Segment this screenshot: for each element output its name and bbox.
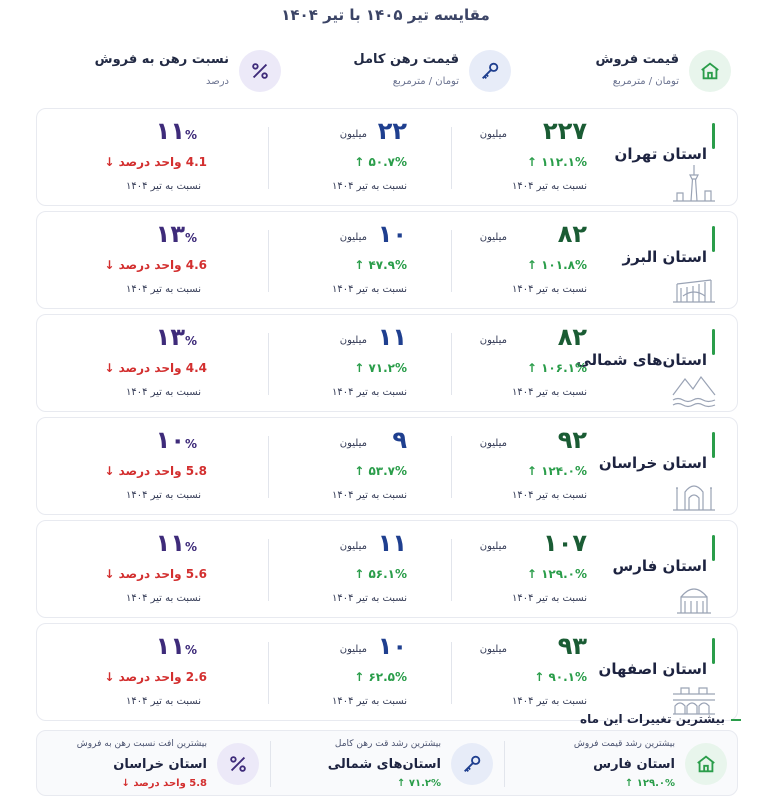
up-arrow-icon: ↑ bbox=[354, 670, 365, 684]
ratio-change: 5.8 واحد درصد ↓ bbox=[104, 464, 207, 478]
unit-label: میلیون bbox=[339, 438, 367, 449]
sale-cell bbox=[447, 624, 587, 720]
ratio-cell bbox=[77, 521, 217, 617]
reference-label: نسبت به تیر ۱۴۰۴ bbox=[511, 387, 587, 398]
province-row bbox=[36, 211, 738, 309]
summary-value: استان‌های شمالی bbox=[327, 757, 441, 772]
accent-bar bbox=[712, 226, 715, 252]
up-arrow-icon: ↑ bbox=[526, 361, 537, 375]
reference-label: نسبت به تیر ۱۴۰۴ bbox=[331, 284, 407, 295]
reference-label: نسبت به تیر ۱۴۰۴ bbox=[125, 696, 201, 707]
up-arrow-icon: ↑ bbox=[354, 155, 365, 169]
province-row bbox=[36, 417, 738, 515]
ratio-value: ۱۱% bbox=[155, 632, 197, 660]
summary-value: استان خراسان bbox=[113, 757, 207, 772]
rent-change: ۵۶.۱% ↑ bbox=[354, 567, 407, 581]
summary-change: 5.8 واحد درصد ↓ bbox=[121, 778, 207, 789]
column-label: نسبت رهن به فروش bbox=[94, 52, 229, 67]
rent-cell bbox=[267, 212, 407, 308]
rent-price: ۱۱ bbox=[377, 323, 407, 351]
column-header-rent bbox=[281, 48, 511, 96]
unit-label: میلیون bbox=[479, 335, 507, 346]
milad-tower-icon bbox=[669, 163, 719, 203]
page-title: مقایسه تیر ۱۴۰۵ با تیر ۱۴۰۴ bbox=[281, 6, 490, 24]
column-header-sale bbox=[501, 48, 731, 96]
reference-label: نسبت به تیر ۱۴۰۴ bbox=[511, 490, 587, 501]
sale-cell bbox=[447, 315, 587, 411]
sale-cell bbox=[447, 212, 587, 308]
ratio-value: ۱۰% bbox=[155, 426, 197, 454]
province-name: استان اصفهان bbox=[598, 660, 707, 678]
summary-box bbox=[36, 730, 738, 796]
rent-change: ۵۰.۷% ↑ bbox=[354, 155, 407, 169]
ratio-value: ۱۳% bbox=[155, 323, 197, 351]
sale-price: ۸۲ bbox=[557, 323, 587, 351]
down-arrow-icon: ↓ bbox=[104, 155, 115, 169]
province-row bbox=[36, 623, 738, 721]
up-arrow-icon: ↑ bbox=[354, 567, 365, 581]
up-arrow-icon: ↑ bbox=[624, 778, 634, 789]
ratio-value: ۱۳% bbox=[155, 220, 197, 248]
reference-label: نسبت به تیر ۱۴۰۴ bbox=[125, 284, 201, 295]
up-arrow-icon: ↑ bbox=[526, 464, 537, 478]
province-cell bbox=[576, 315, 737, 411]
down-arrow-icon: ↓ bbox=[104, 464, 115, 478]
reference-label: نسبت به تیر ۱۴۰۴ bbox=[331, 490, 407, 501]
reference-label: نسبت به تیر ۱۴۰۴ bbox=[125, 181, 201, 192]
summary-label: بیشترین رشد قت رهن کامل bbox=[334, 739, 441, 749]
rent-price: ۲۲ bbox=[377, 117, 407, 145]
province-row bbox=[36, 108, 738, 206]
up-arrow-icon: ↑ bbox=[526, 258, 537, 272]
rent-change: ۶۲.۵% ↑ bbox=[354, 670, 407, 684]
sale-change: ۱۲۹.۰% ↑ bbox=[526, 567, 587, 581]
province-name: استان خراسان bbox=[598, 454, 707, 472]
key-icon bbox=[451, 743, 493, 785]
rent-cell bbox=[267, 624, 407, 720]
column-label: قیمت رهن کامل bbox=[353, 52, 459, 67]
sale-price: ۲۲۷ bbox=[543, 117, 587, 145]
up-arrow-icon: ↑ bbox=[354, 361, 365, 375]
sale-cell bbox=[447, 521, 587, 617]
reference-label: نسبت به تیر ۱۴۰۴ bbox=[511, 284, 587, 295]
ratio-value: ۱۱% bbox=[155, 529, 197, 557]
shrine-icon bbox=[669, 472, 719, 512]
province-cell bbox=[587, 418, 737, 514]
accent-bar bbox=[712, 432, 715, 458]
ratio-change: 4.4 واحد درصد ↓ bbox=[104, 361, 207, 375]
mountain-sea-icon bbox=[669, 369, 719, 409]
unit-label: میلیون bbox=[339, 644, 367, 655]
reference-label: نسبت به تیر ۱۴۰۴ bbox=[331, 181, 407, 192]
rent-cell bbox=[267, 418, 407, 514]
column-unit: درصد bbox=[205, 76, 229, 87]
sale-price: ۸۲ bbox=[557, 220, 587, 248]
summary-item bbox=[39, 731, 269, 797]
reference-label: نسبت به تیر ۱۴۰۴ bbox=[125, 387, 201, 398]
ratio-cell bbox=[77, 418, 217, 514]
rent-price: ۱۰ bbox=[377, 632, 407, 660]
rent-price: ۱۱ bbox=[377, 529, 407, 557]
sale-price: ۹۲ bbox=[557, 426, 587, 454]
ratio-cell bbox=[77, 624, 217, 720]
column-unit: تومان / مترمربع bbox=[612, 76, 679, 87]
summary-change: ۱۲۹.۰% ↑ bbox=[624, 778, 675, 789]
sale-change: ۹۰.۱% ↑ bbox=[534, 670, 587, 684]
down-arrow-icon: ↓ bbox=[104, 567, 115, 581]
ratio-change: 4.1 واحد درصد ↓ bbox=[104, 155, 207, 169]
province-row bbox=[36, 520, 738, 618]
rent-cell bbox=[267, 315, 407, 411]
province-cell bbox=[587, 109, 737, 205]
province-name: استان تهران bbox=[614, 145, 707, 163]
province-name: استان‌های شمالی bbox=[576, 351, 707, 369]
sale-cell bbox=[447, 418, 587, 514]
bridge-icon bbox=[669, 266, 719, 306]
accent-bar bbox=[712, 123, 715, 149]
sale-price: ۹۳ bbox=[557, 632, 587, 660]
province-cell bbox=[587, 521, 737, 617]
sale-change: ۱۲۴.۰% ↑ bbox=[526, 464, 587, 478]
sale-change: ۱۰۶.۱% ↑ bbox=[526, 361, 587, 375]
rent-change: ۴۷.۹% ↑ bbox=[354, 258, 407, 272]
rent-price: ۱۰ bbox=[377, 220, 407, 248]
unit-label: میلیون bbox=[479, 541, 507, 552]
ratio-change: 4.6 واحد درصد ↓ bbox=[104, 258, 207, 272]
column-header-ratio bbox=[51, 48, 281, 96]
up-arrow-icon: ↑ bbox=[396, 778, 406, 789]
accent-bar bbox=[712, 638, 715, 664]
accent-bar bbox=[712, 329, 715, 355]
sale-change: ۱۰۱.۸% ↑ bbox=[526, 258, 587, 272]
up-arrow-icon: ↑ bbox=[526, 567, 537, 581]
down-arrow-icon: ↓ bbox=[104, 258, 115, 272]
reference-label: نسبت به تیر ۱۴۰۴ bbox=[125, 593, 201, 604]
ratio-change: 5.6 واحد درصد ↓ bbox=[104, 567, 207, 581]
reference-label: نسبت به تیر ۱۴۰۴ bbox=[331, 593, 407, 604]
summary-item bbox=[273, 731, 503, 797]
down-arrow-icon: ↓ bbox=[121, 778, 130, 789]
sale-price: ۱۰۷ bbox=[543, 529, 587, 557]
reference-label: نسبت به تیر ۱۴۰۴ bbox=[125, 490, 201, 501]
summary-label: بیشترین رشد قیمت فروش bbox=[573, 739, 675, 749]
up-arrow-icon: ↑ bbox=[526, 155, 537, 169]
ratio-value: ۱۱% bbox=[155, 117, 197, 145]
province-cell bbox=[587, 624, 737, 720]
up-arrow-icon: ↑ bbox=[534, 670, 545, 684]
rent-change: ۵۳.۷% ↑ bbox=[354, 464, 407, 478]
summary-item bbox=[507, 731, 737, 797]
ratio-cell bbox=[77, 315, 217, 411]
ratio-cell bbox=[77, 212, 217, 308]
rent-cell bbox=[267, 521, 407, 617]
tomb-icon bbox=[669, 575, 719, 615]
percent-icon bbox=[239, 50, 281, 92]
column-unit: تومان / مترمربع bbox=[392, 76, 459, 87]
divider bbox=[270, 741, 271, 787]
ratio-change: 2.6 واحد درصد ↓ bbox=[104, 670, 207, 684]
sale-change: ۱۱۲.۱% ↑ bbox=[526, 155, 587, 169]
key-icon bbox=[469, 50, 511, 92]
accent-bar bbox=[712, 535, 715, 561]
province-name: استان البرز bbox=[622, 248, 707, 266]
unit-label: میلیون bbox=[339, 129, 367, 140]
unit-label: میلیون bbox=[479, 232, 507, 243]
ratio-cell bbox=[77, 109, 217, 205]
reference-label: نسبت به تیر ۱۴۰۴ bbox=[511, 593, 587, 604]
province-cell bbox=[587, 212, 737, 308]
unit-label: میلیون bbox=[339, 232, 367, 243]
summary-value: استان فارس bbox=[593, 757, 675, 772]
rent-change: ۷۱.۲% ↑ bbox=[354, 361, 407, 375]
sale-cell bbox=[447, 109, 587, 205]
divider bbox=[504, 741, 505, 787]
summary-change: ۷۱.۲% ↑ bbox=[396, 778, 441, 789]
reference-label: نسبت به تیر ۱۴۰۴ bbox=[511, 696, 587, 707]
unit-label: میلیون bbox=[479, 438, 507, 449]
down-arrow-icon: ↓ bbox=[104, 670, 115, 684]
down-arrow-icon: ↓ bbox=[104, 361, 115, 375]
rent-price: ۹ bbox=[392, 426, 407, 454]
province-name: استان فارس bbox=[612, 557, 707, 575]
summary-title: بیشترین تغییرات این ماه bbox=[580, 712, 741, 726]
summary-label: بیشترین افت نسبت رهن به فروش bbox=[76, 739, 207, 749]
rent-cell bbox=[267, 109, 407, 205]
reference-label: نسبت به تیر ۱۴۰۴ bbox=[331, 387, 407, 398]
unit-label: میلیون bbox=[339, 541, 367, 552]
reference-label: نسبت به تیر ۱۴۰۴ bbox=[511, 181, 587, 192]
house-icon bbox=[685, 743, 727, 785]
up-arrow-icon: ↑ bbox=[354, 464, 365, 478]
up-arrow-icon: ↑ bbox=[354, 258, 365, 272]
unit-label: میلیون bbox=[479, 644, 507, 655]
percent-icon bbox=[217, 743, 259, 785]
column-label: قیمت فروش bbox=[595, 52, 679, 67]
unit-label: میلیون bbox=[339, 335, 367, 346]
reference-label: نسبت به تیر ۱۴۰۴ bbox=[331, 696, 407, 707]
unit-label: میلیون bbox=[479, 129, 507, 140]
province-row bbox=[36, 314, 738, 412]
house-icon bbox=[689, 50, 731, 92]
